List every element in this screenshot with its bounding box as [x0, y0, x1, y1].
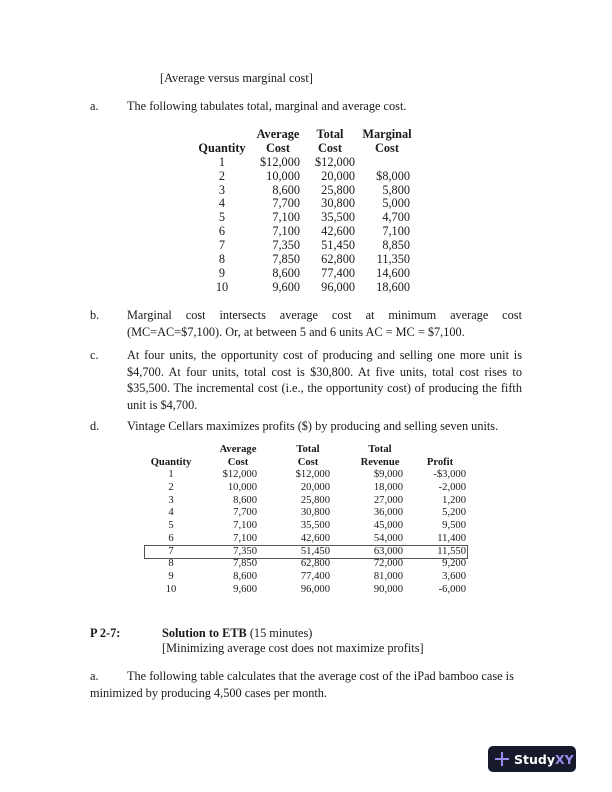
table-row	[145, 584, 467, 597]
cell-quantity: 1	[218, 154, 226, 169]
table-row-highlighted-max-profit	[145, 546, 467, 559]
cell-average-cost: 8,600	[233, 494, 257, 506]
cell-total-cost: 35,500	[321, 210, 355, 225]
header-total-cost-2: Cost	[318, 140, 342, 155]
cell-quantity: 9	[218, 265, 226, 280]
cell-average-cost: 9,600	[272, 279, 300, 294]
part-a-text: The following tabulates total, marginal and average cost.	[127, 99, 407, 113]
table-row	[145, 495, 467, 508]
cell-quantity: 8	[218, 252, 226, 267]
problem-part-a-label: a.	[90, 669, 99, 683]
cell-average-cost: $12,000	[222, 469, 257, 481]
cell-total-revenue: 45,000	[373, 520, 403, 532]
cell-profit: 11,550	[437, 545, 466, 557]
cell-total-cost: 35,500	[300, 520, 330, 532]
table-row	[145, 571, 467, 584]
cell-total-cost: 77,400	[300, 570, 330, 582]
cell-average-cost: 9,600	[233, 583, 257, 595]
cell-total-revenue: 18,000	[373, 482, 403, 494]
cell-average-cost: 7,850	[272, 252, 300, 267]
cell-quantity: 4	[168, 507, 174, 519]
cell-total-cost: 51,450	[300, 545, 330, 557]
cell-average-cost: 7,100	[233, 520, 257, 532]
cell-quantity: 3	[218, 182, 226, 197]
header-average-cost-2: Cost	[227, 456, 249, 468]
cell-quantity: 5	[218, 210, 226, 225]
cell-average-cost: $12,000	[260, 154, 300, 169]
table-header-row-2	[145, 457, 467, 470]
studyxy-badge[interactable]	[488, 746, 576, 772]
cell-quantity: 7	[168, 545, 174, 557]
cell-total-cost: $12,000	[315, 154, 355, 169]
table-row	[145, 558, 467, 571]
cell-marginal-cost: 5,800	[382, 182, 410, 197]
cell-quantity: 8	[168, 558, 174, 570]
cell-total-cost: 25,800	[321, 182, 355, 197]
cell-total-revenue: 81,000	[373, 570, 403, 582]
part-c-label: c.	[90, 348, 99, 362]
cell-average-cost: 7,850	[233, 558, 257, 570]
cell-quantity: 10	[165, 583, 177, 595]
cell-quantity: 6	[168, 532, 174, 544]
cell-total-revenue: 90,000	[373, 583, 403, 595]
problem-note: [Minimizing average cost does not maximize profits]	[162, 641, 424, 655]
cell-total-revenue: 36,000	[373, 507, 403, 519]
cell-quantity: 2	[218, 168, 226, 183]
cell-average-cost: 7,700	[272, 196, 300, 211]
cell-marginal-cost: $8,000	[376, 168, 410, 183]
problem-title	[162, 626, 312, 640]
profit-table	[145, 444, 467, 596]
cell-total-cost: 25,800	[300, 494, 330, 506]
cell-total-cost: 62,800	[300, 558, 330, 570]
cell-average-cost: 8,600	[233, 570, 257, 582]
header-total-revenue-1: Total	[368, 444, 392, 455]
header-total-cost-1: Total	[296, 444, 320, 455]
cell-total-cost: $12,000	[295, 469, 330, 481]
section-note: [Average versus marginal cost]	[160, 71, 313, 85]
part-b-text: Marginal cost intersects average cost at minimum average cost (MC=AC=$7,100). Or, at between 5 and 6 units AC = MC = $7,100.	[127, 308, 522, 339]
cell-average-cost: 10,000	[227, 482, 257, 494]
cell-average-cost: 8,600	[272, 265, 300, 280]
cell-total-cost: 42,600	[300, 532, 330, 544]
cell-total-cost: 96,000	[300, 583, 330, 595]
problem-title-bold: Solution to ETB	[162, 626, 247, 640]
cell-total-cost: 30,800	[300, 507, 330, 519]
cell-average-cost: 7,100	[233, 532, 257, 544]
cell-average-cost: 7,350	[233, 545, 257, 557]
table-row	[145, 533, 467, 546]
part-a-label: a.	[90, 99, 99, 113]
cell-profit: 9,500	[442, 520, 466, 532]
cell-total-revenue: $9,000	[373, 469, 403, 481]
cell-average-cost: 7,100	[272, 210, 300, 225]
cell-average-cost: 7,100	[272, 224, 300, 239]
table-row	[145, 482, 467, 495]
cell-marginal-cost: 7,100	[382, 224, 410, 239]
cell-profit: 3,600	[442, 570, 466, 582]
header-quantity-2: Quantity	[198, 140, 246, 155]
cell-profit: -2,000	[438, 482, 466, 494]
problem-title-time: (15 minutes)	[246, 626, 313, 640]
cell-quantity: 3	[168, 494, 174, 506]
cell-total-cost: 42,600	[321, 224, 355, 239]
cell-total-cost: 30,800	[321, 196, 355, 211]
cell-marginal-cost: 14,600	[376, 265, 410, 280]
header-average-cost-1: Average	[256, 127, 300, 141]
header-total-revenue-2: Revenue	[360, 456, 400, 468]
cell-marginal-cost: 18,600	[376, 279, 410, 294]
brand-name-main: Study	[514, 751, 555, 767]
cell-average-cost: 7,350	[272, 238, 300, 253]
part-c-text: At four units, the opportunity cost of producing and selling one more unit is $4,700. At four units, total cost is $30,800. At five units, total cost rises to $35,500. The incremental cost (i.e., the opportunity cost) of producing the fifth unit is $4,700.	[127, 348, 522, 412]
cell-average-cost: 7,700	[233, 507, 257, 519]
cell-quantity: 10	[215, 279, 229, 294]
cell-total-cost: 77,400	[321, 265, 355, 280]
cell-profit: 1,200	[442, 494, 466, 506]
header-profit-2: Profit	[426, 456, 454, 468]
cell-total-revenue: 54,000	[373, 532, 403, 544]
header-marginal-cost-1: Marginal	[362, 127, 412, 141]
cell-quantity: 2	[168, 482, 174, 494]
cell-marginal-cost: 4,700	[382, 210, 410, 225]
cell-profit: 5,200	[442, 507, 466, 519]
header-total-cost-2: Cost	[297, 456, 319, 468]
brand-name-accent: XY	[554, 751, 574, 767]
header-quantity-2: Quantity	[150, 456, 192, 468]
cell-total-cost: 20,000	[321, 168, 355, 183]
cell-quantity: 1	[168, 469, 174, 481]
cell-profit: -6,000	[438, 583, 466, 595]
cell-marginal-cost: 11,350	[376, 252, 410, 267]
problem-part-a-line1: The following table calculates that the average cost of the iPad bamboo case is	[127, 669, 514, 683]
header-total-cost-1: Total	[316, 127, 344, 141]
cell-total-revenue: 72,000	[373, 558, 403, 570]
cell-quantity: 6	[218, 224, 226, 239]
cell-total-revenue: 63,000	[373, 545, 403, 557]
cell-quantity: 4	[218, 196, 226, 211]
table-row	[145, 469, 467, 482]
cell-total-cost: 51,450	[321, 238, 355, 253]
cell-total-cost: 96,000	[321, 279, 355, 294]
cell-marginal-cost: 5,000	[382, 196, 410, 211]
cell-average-cost: 10,000	[266, 168, 300, 183]
part-d-text: Vintage Cellars maximizes profits ($) by producing and selling seven units.	[127, 419, 499, 433]
cell-marginal-cost: 8,850	[382, 238, 410, 253]
cell-profit: 9,200	[442, 558, 466, 570]
plus-icon	[495, 752, 509, 766]
cell-average-cost: 8,600	[272, 182, 300, 197]
cell-quantity: 5	[168, 520, 174, 532]
header-average-cost-1: Average	[219, 444, 257, 455]
table-row	[145, 507, 467, 520]
cell-total-revenue: 27,000	[373, 494, 403, 506]
cell-total-cost: 62,800	[321, 252, 355, 267]
table-header-row-1	[145, 444, 467, 457]
problem-part-a-line2: minimized by producing 4,500 cases per month.	[90, 686, 328, 700]
cell-profit: 11,400	[437, 532, 466, 544]
header-marginal-cost-2: Cost	[375, 140, 399, 155]
problem-label: P 2-7:	[90, 626, 121, 640]
cell-total-cost: 20,000	[300, 482, 330, 494]
header-average-cost-2: Cost	[266, 140, 290, 155]
cell-profit: -$3,000	[433, 469, 466, 481]
part-d-label: d.	[90, 419, 100, 433]
table-row	[145, 520, 467, 533]
cell-quantity: 7	[218, 238, 226, 253]
cell-quantity: 9	[168, 570, 174, 582]
part-b-label: b.	[90, 308, 100, 322]
